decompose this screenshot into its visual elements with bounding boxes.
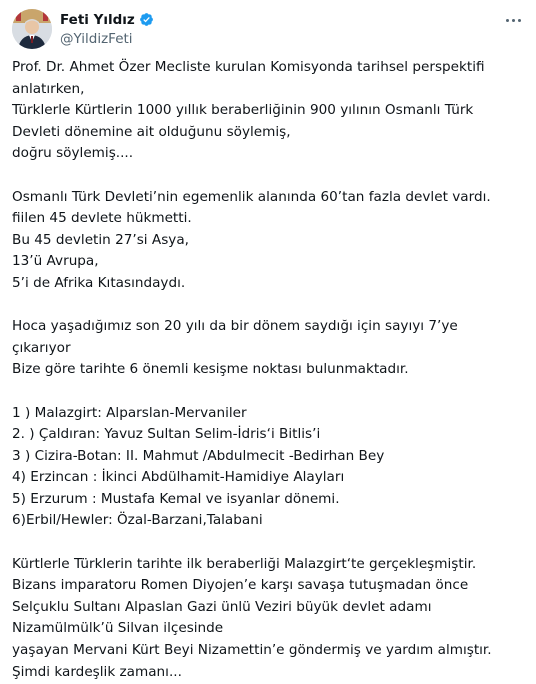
verified-badge-icon[interactable]: [139, 12, 154, 27]
blank-line: [12, 165, 527, 187]
blank-line: [12, 295, 527, 317]
avatar-image: [12, 9, 52, 49]
tweet-header: [12, 9, 524, 49]
tweet-line: Şimdi kardeşlik zamanı...: [12, 663, 182, 680]
tweet-line: doğru söylemiş....: [12, 145, 134, 162]
tweet-line: 1 ) Malazgirt: Alparslan-Mervaniler: [12, 404, 247, 421]
tweet-line: anlatırken,: [12, 80, 85, 97]
avatar[interactable]: [12, 9, 52, 49]
tweet-line: 4) Erzincan : İkinci Abdülhamit-Hamidiye Alayları: [12, 469, 345, 486]
tweet-line: Nizamülmülk’ü Silvan ilçesinde: [12, 620, 224, 637]
more-options-icon[interactable]: [502, 11, 524, 29]
tweet-line: Bize göre tarihte 6 önemli kesişme noktası bulunmaktadır.: [12, 361, 409, 378]
author-display-name[interactable]: Feti Yıldız: [60, 11, 135, 28]
tweet-line: 6)Erbil/Hewler: Özal-Barzani,Talabani: [12, 512, 263, 529]
tweet-line: 5’i de Afrika Kıtasındaydı.: [12, 274, 186, 291]
tweet-line: fiilen 45 devlete hükmetti.: [12, 210, 192, 227]
tweet-line: Selçuklu Sultanı Alpaslan Gazi ünlü Veziri büyük devlet adamı: [12, 598, 432, 615]
tweet-line: Devleti dönemine ait olduğunu söylemiş,: [12, 123, 291, 140]
tweet-line: 5) Erzurum : Mustafa Kemal ve isyanlar dönemi.: [12, 490, 340, 507]
blank-line: [12, 381, 527, 403]
tweet-line: Osmanlı Türk Devleti’nin egemenlik alanında 60’tan fazla devlet vardı.: [12, 188, 491, 205]
tweet-line: 2. ) Çaldıran: Yavuz Sultan Selim-İdris‘i Bitlis’i: [12, 426, 321, 443]
tweet-line: 13’ü Avrupa,: [12, 253, 99, 270]
tweet-line: çıkarıyor: [12, 339, 71, 356]
tweet-line: Hoca yaşadığımız son 20 yılı da bir dönem saydığı için sayıyı 7’ye: [12, 318, 458, 335]
author-handle[interactable]: @YildizFeti: [60, 31, 133, 47]
blank-line: [12, 532, 527, 554]
tweet-line: Kürtlerle Türklerin tarihte ilk beraberliği Malazgirt‘te gerçekleşmiştir.: [12, 555, 477, 572]
tweet-line: Türklerle Kürtlerin 1000 yıllık beraberliğinin 900 yılının Osmanlı Türk: [12, 102, 474, 119]
tweet-line: Bu 45 devletin 27’si Asya,: [12, 231, 189, 248]
tweet-text: [12, 57, 527, 683]
tweet-line: Bizans imparatoru Romen Diyojen’e karşı savaşa tutuşmadan önce: [12, 577, 469, 594]
tweet-line: 3 ) Cizira-Botan: II. Mahmut /Abdulmecit -Bedirhan Bey: [12, 447, 385, 464]
author-block: [60, 11, 154, 47]
tweet-line: Prof. Dr. Ahmet Özer Mecliste kurulan Komisyonda tarihsel perspektifi: [12, 59, 485, 75]
tweet-line: yaşayan Mervani Kürt Beyi Nizamettin’e göndermiş ve yardım almıştır.: [12, 642, 492, 659]
